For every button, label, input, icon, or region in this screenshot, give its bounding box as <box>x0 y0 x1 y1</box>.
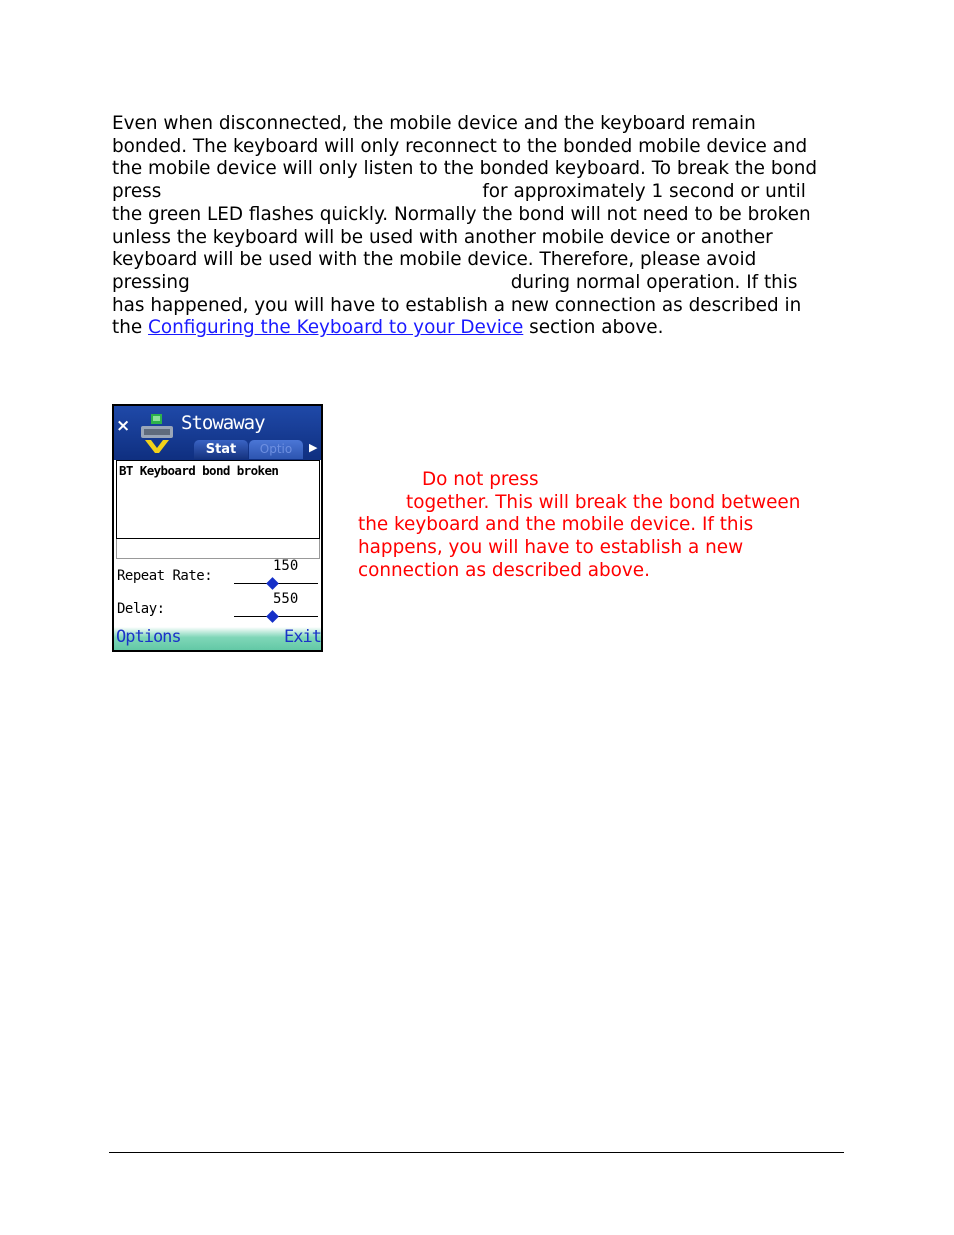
warning-line: Do not press <box>422 469 539 490</box>
tab-status[interactable]: Stat <box>194 440 248 459</box>
status-message: BT Keyboard bond broken <box>119 463 279 478</box>
tab-scroll-arrow-icon[interactable]: ▶ <box>309 441 318 454</box>
body-line: press for approximately 1 second or until <box>112 181 806 203</box>
warning-note <box>358 469 828 583</box>
phone-screenshot <box>112 404 323 652</box>
tab-options[interactable]: Optio <box>249 440 303 459</box>
app-title: Stowaway <box>181 412 265 434</box>
repeat-rate-value: 150 <box>273 558 299 574</box>
status-message-box <box>116 460 320 539</box>
body-paragraph <box>112 113 847 340</box>
warning-line: connection as described above. <box>358 559 650 581</box>
empty-row <box>116 539 320 559</box>
warning-line: together. This will break the bond between <box>406 491 801 513</box>
configuring-keyboard-link[interactable]: Configuring the Keyboard to your Device <box>148 317 524 339</box>
body-line: the Configuring the Keyboard to your Device section above. <box>112 317 664 339</box>
slider-thumb-icon[interactable] <box>266 577 279 590</box>
phone-header <box>114 406 321 460</box>
stowaway-logo-icon <box>139 412 175 454</box>
footer-rule <box>109 1152 844 1153</box>
body-line: has happened, you will have to establish a new connection as described in <box>112 294 802 316</box>
body-line: unless the keyboard will be used with another mobile device or another <box>112 226 773 248</box>
repeat-rate-label: Repeat Rate: <box>117 568 213 584</box>
slider-thumb-icon[interactable] <box>266 610 279 623</box>
warning-line: the keyboard and the mobile device. If this <box>358 514 754 536</box>
softkey-bar <box>114 627 321 650</box>
body-line: pressing during normal operation. If this <box>112 271 798 293</box>
body-line: Even when disconnected, the mobile device and the keyboard remain <box>112 113 756 134</box>
warning-line: happens, you will have to establish a new <box>358 537 744 559</box>
body-line: keyboard will be used with the mobile device. Therefore, please avoid <box>112 249 757 271</box>
delay-label: Delay: <box>117 601 165 617</box>
exit-softkey[interactable]: Exit <box>284 627 321 647</box>
body-line: the mobile device will only listen to the bonded keyboard. To break the bond <box>112 158 818 180</box>
body-line: bonded. The keyboard will only reconnect to the bonded mobile device and <box>112 135 808 157</box>
delay-value: 550 <box>273 591 299 607</box>
options-softkey[interactable]: Options <box>116 627 181 647</box>
close-icon[interactable]: × <box>116 416 131 436</box>
body-line: the green LED flashes quickly. Normally the bond will not need to be broken <box>112 203 811 225</box>
